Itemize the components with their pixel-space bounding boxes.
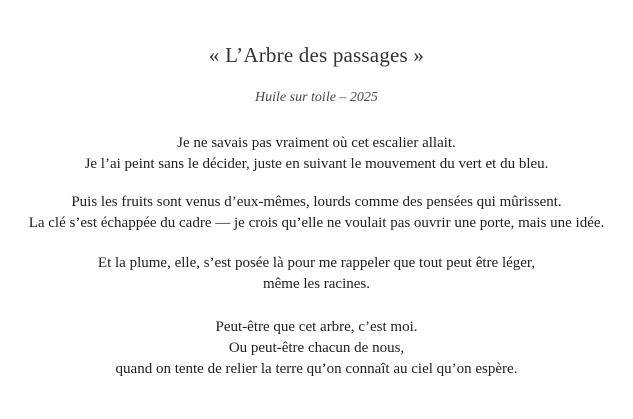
- stanza-line: quand on tente de relier la terre qu’on connaît au ciel qu’on espère.: [115, 361, 518, 377]
- stanza-line: Ou peut-être chacun de nous,: [228, 340, 405, 356]
- stanza-line: Je ne savais pas vraiment où cet escalier allait.: [177, 135, 456, 151]
- stanza-1: [0, 133, 633, 175]
- stanza-line: Je l’ai peint sans le décider, juste en suivant le mouvement du vert et du bleu.: [84, 156, 549, 172]
- stanza-3: [0, 253, 633, 295]
- stanza-line: La clé s’est échappée du cadre — je crois qu’elle ne voulait pas ouvrir une porte, mais une idée.: [28, 215, 605, 231]
- poem-title: « L’Arbre des passages »: [208, 43, 425, 67]
- stanza-line: Peut-être que cet arbre, c’est moi.: [215, 319, 418, 335]
- stanza-2: [0, 192, 633, 234]
- stanza-line: Et la plume, elle, s’est posée là pour me rappeler que tout peut être léger,: [97, 255, 536, 271]
- stanza-4: [0, 317, 633, 380]
- stanza-line: même les racines.: [262, 276, 371, 292]
- stanza-line: Puis les fruits sont venus d’eux-mêmes, lourds comme des pensées qui mûrissent.: [71, 194, 562, 210]
- poem-subtitle: Huile sur toile – 2025: [255, 90, 378, 105]
